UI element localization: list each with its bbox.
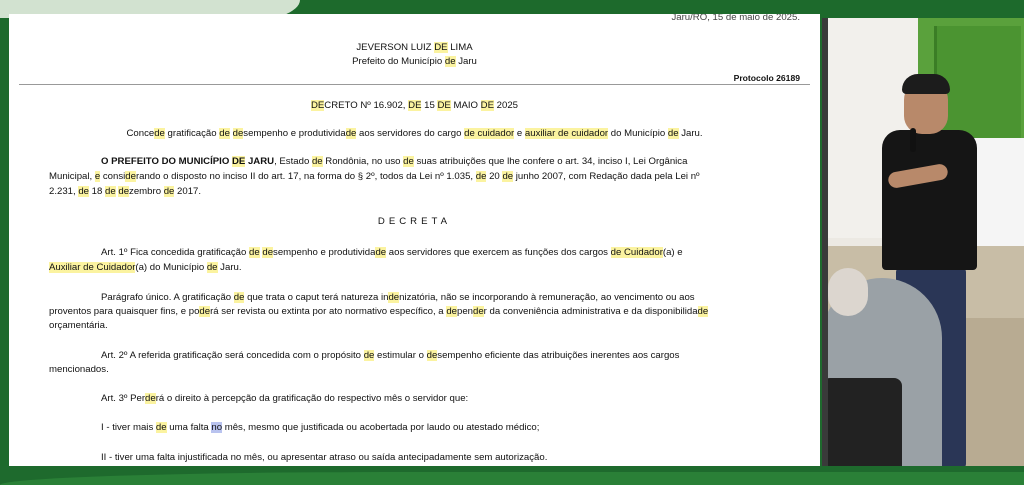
item-1: I - tiver mais de uma falta no mês, mesmo que justificada ou acobertada por laudo ou atestado médico; (101, 422, 540, 433)
left-frame-edge (0, 18, 9, 468)
paragraph-line-3: orçamentária. (49, 320, 108, 331)
date-line: Jaru/RO, 15 de maio de 2025. (671, 14, 800, 23)
article-2-line-1: Art. 2º A referida gratificação será concedida com o propósito de estimular o desempenho eficiente das atribuições inerentes aos cargos (101, 350, 680, 361)
protocol-number: Protocolo 26189 (733, 73, 800, 83)
header-divider (19, 84, 810, 85)
paragraph-line-2: proventos para quaisquer fins, e poderá ser revista ou extinta por ato normativo específico, a depender da conveniência administrativa e da disponibilidade (49, 306, 709, 317)
item-2: II - tiver uma falta injustificada no mês, ou apresentar atraso ou saída antecipadamente sem autorização. (101, 452, 548, 463)
signer-title: Prefeito do Município de Jaru (352, 56, 477, 67)
decree-title: DECRETO Nº 16.902, DE 15 DE MAIO DE 2025 (310, 100, 519, 111)
audience-chair (822, 378, 902, 468)
article-3: Art. 3º Perderá o direito à percepção da gratificação do respectivo mês o servidor que: (101, 393, 469, 404)
paragraph-line-1: Parágrafo único. A gratificação de que trata o caput terá natureza indenizatória, não se incorporando à remuneração, ao vencimento ou aos (101, 292, 695, 303)
article-2-line-2: mencionados. (49, 364, 109, 375)
signer-name: JEVERSON LUIZ DE LIMA (356, 42, 473, 53)
decreta-heading: DECRETA (377, 216, 452, 227)
audience-head (828, 268, 868, 316)
decree-summary: Concede gratificação de desempenho e produtividade aos servidores do cargo de cuidador e auxiliar de cuidador do Município de Jaru. (126, 128, 703, 139)
microphone-icon (910, 128, 916, 152)
video-left-edge (822, 18, 828, 468)
preamble-line-3: 2.231, de 18 de dezembro de 2017. (49, 186, 202, 197)
document-page (9, 14, 820, 468)
speaker-hair (902, 74, 950, 94)
bottom-frame-curve (0, 472, 1024, 485)
article-1-line-2: Auxiliar de Cuidador(a) do Município de Jaru. (49, 262, 242, 273)
preamble-line-2: Municipal, e considerando o disposto no inciso II do art. 17, na forma do § 2º, todos da Lei nº 1.035, de 20 de junho 2007, com Redação dada pela Lei nº (49, 171, 700, 182)
preamble-line-1: O PREFEITO DO MUNICÍPIO DE JARU, Estado de Rondônia, no uso de suas atribuições que lhe confere o art. 34, inciso I, Lei Orgânica (101, 156, 688, 167)
speaker-shirt (882, 130, 977, 270)
article-1-line-1: Art. 1º Fica concedida gratificação de desempenho e produtividade aos servidores que exercem as funções dos cargos de Cuidador(a) e (101, 247, 683, 258)
speaker-video-feed (822, 18, 1024, 468)
